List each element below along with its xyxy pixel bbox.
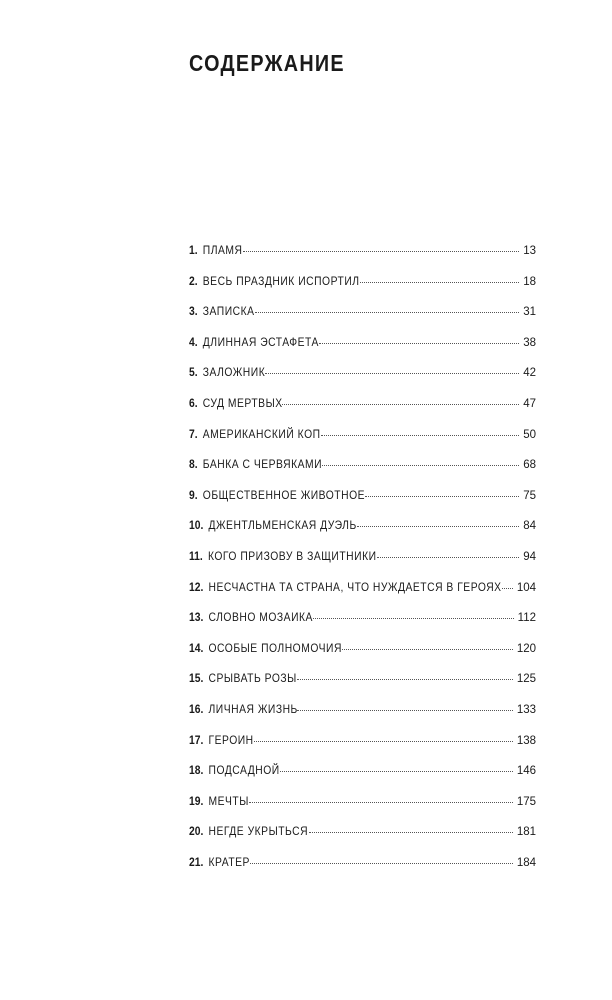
chapter-title: СРЫВАТЬ РОЗЫ — [208, 671, 297, 686]
dot-leader — [297, 679, 513, 680]
page-title: СОДЕРЖАНИЕ — [189, 50, 345, 76]
dot-leader — [365, 496, 520, 497]
toc-entry — [189, 732, 536, 763]
dot-leader — [249, 802, 513, 803]
dot-leader — [255, 312, 519, 313]
chapter-title: ОСОБЫЕ ПОЛНОМОЧИЯ — [208, 640, 342, 655]
dot-leader — [309, 832, 513, 833]
chapter-title: ГЕРОИН — [208, 732, 254, 747]
toc-entry-heading — [189, 426, 321, 442]
chapter-title: ПЛАМЯ — [202, 243, 243, 257]
page-number: 75 — [523, 489, 536, 502]
toc-entry — [189, 273, 536, 304]
dot-leader — [243, 251, 520, 252]
toc-entry — [189, 395, 536, 426]
dot-leader — [322, 465, 519, 466]
toc-entry — [189, 426, 536, 457]
chapter-title: ПОДСАДНОЙ — [208, 763, 280, 778]
toc-entry — [189, 670, 536, 701]
page-number: 50 — [523, 428, 536, 441]
page-number: 68 — [523, 459, 536, 472]
page-number: 112 — [517, 612, 536, 625]
chapter-title: КОГО ПРИЗОВУ В ЗАЩИТНИКИ — [207, 548, 377, 563]
dot-leader — [377, 557, 520, 558]
dot-leader — [313, 618, 514, 619]
page-number: 42 — [523, 367, 536, 380]
chapter-title: НЕСЧАСТНА ТА СТРАНА, ЧТО НУЖДАЕТСЯ В ГЕРОЯХ — [208, 579, 502, 594]
toc-entry-heading — [189, 364, 265, 380]
toc-entry-heading — [189, 242, 242, 258]
chapter-number: 4. — [189, 334, 198, 349]
toc-entry — [189, 364, 536, 395]
toc-entry-heading — [189, 395, 283, 411]
toc-entry — [189, 517, 536, 548]
chapter-title: ВЕСЬ ПРАЗДНИК ИСПОРТИЛ — [202, 273, 360, 288]
page-number: 47 — [523, 397, 536, 410]
dot-leader — [319, 343, 519, 344]
dot-leader — [280, 771, 513, 772]
chapter-title: ЛИЧНАЯ ЖИЗНЬ — [208, 701, 298, 716]
toc-entry — [189, 793, 536, 824]
chapter-number: 10. — [189, 518, 204, 533]
chapter-number: 19. — [189, 793, 204, 808]
toc-entry — [189, 579, 536, 610]
dot-leader — [360, 282, 519, 283]
page-number: 94 — [523, 550, 536, 563]
page-number: 120 — [516, 642, 536, 655]
toc-entry-heading — [189, 732, 254, 748]
toc-entry — [189, 701, 536, 732]
chapter-number: 21. — [189, 854, 204, 869]
page-number: 133 — [516, 703, 536, 716]
chapter-title: АМЕРИКАНСКИЙ КОП — [202, 426, 321, 441]
page-number: 138 — [516, 734, 536, 747]
dot-leader — [297, 710, 512, 711]
toc-entry — [189, 762, 536, 793]
chapter-number: 18. — [189, 763, 204, 778]
chapter-title: ДЛИННАЯ ЭСТАФЕТА — [202, 334, 319, 349]
chapter-title: СУД МЕРТВЫХ — [202, 395, 283, 410]
dot-leader — [321, 435, 520, 436]
page-number: 38 — [523, 336, 536, 349]
page-number: 184 — [516, 856, 536, 869]
chapter-title: СЛОВНО МОЗАИКА — [208, 610, 313, 625]
toc-entry — [189, 640, 536, 671]
dot-leader — [342, 649, 513, 650]
chapter-title: БАНКА С ЧЕРВЯКАМИ — [202, 457, 323, 472]
chapter-title: КРАТЕР — [208, 854, 250, 869]
page-number: 18 — [523, 275, 536, 288]
chapter-number: 9. — [189, 487, 198, 502]
chapter-number: 11. — [189, 548, 203, 563]
chapter-title: НЕГДЕ УКРЫТЬСЯ — [208, 824, 309, 839]
toc-entry-heading — [189, 670, 297, 686]
toc-entry — [189, 334, 536, 365]
toc-entry-heading — [189, 487, 365, 503]
dot-leader — [250, 863, 513, 864]
dot-leader — [282, 404, 519, 405]
chapter-number: 6. — [189, 395, 198, 410]
toc-entry — [189, 823, 536, 854]
dot-leader — [265, 373, 519, 374]
page-number: 125 — [516, 673, 536, 686]
page-number: 104 — [516, 581, 536, 594]
toc-entry-heading — [189, 823, 308, 839]
page-number: 84 — [523, 520, 536, 533]
page-number: 181 — [516, 826, 536, 839]
toc-entry-heading — [189, 793, 249, 809]
toc-entry — [189, 242, 536, 273]
chapter-number: 2. — [189, 273, 198, 288]
page-number: 175 — [516, 795, 536, 808]
toc-entry — [189, 487, 536, 518]
toc-entry-heading — [189, 303, 255, 319]
toc-entry-heading — [189, 640, 342, 656]
chapter-number: 5. — [189, 365, 198, 380]
toc-entry — [189, 609, 536, 640]
toc-entry-heading — [189, 273, 360, 289]
toc-entry-heading — [189, 762, 280, 778]
toc-entry-heading — [189, 701, 298, 717]
chapter-title: ОБЩЕСТВЕННОЕ ЖИВОТНОЕ — [202, 487, 366, 502]
toc-entry-heading — [189, 609, 313, 625]
chapter-number: 20. — [189, 824, 204, 839]
chapter-number: 15. — [189, 671, 204, 686]
chapter-title: ЗАПИСКА — [202, 304, 255, 319]
chapter-number: 16. — [189, 701, 204, 716]
table-of-contents — [189, 242, 536, 884]
toc-entry-heading — [189, 579, 502, 595]
chapter-title: ДЖЕНТЛЬМЕНСКАЯ ДУЭЛЬ — [208, 518, 357, 533]
dot-leader — [357, 526, 519, 527]
chapter-number: 7. — [189, 426, 198, 441]
toc-entry-heading — [189, 854, 250, 870]
toc-entry-heading — [189, 517, 357, 533]
chapter-number: 12. — [189, 579, 204, 594]
toc-entry-heading — [189, 334, 319, 350]
page-number: 146 — [516, 765, 536, 778]
chapter-number: 14. — [189, 640, 204, 655]
chapter-number: 3. — [189, 304, 198, 319]
chapter-number: 17. — [189, 732, 204, 747]
chapter-title: ЗАЛОЖНИК — [202, 365, 266, 380]
toc-entry — [189, 548, 536, 579]
toc-entry-heading — [189, 548, 377, 564]
dot-leader — [254, 741, 513, 742]
toc-entry — [189, 303, 536, 334]
dot-leader — [502, 588, 513, 589]
toc-entry — [189, 456, 536, 487]
toc-entry-heading — [189, 456, 322, 472]
chapter-number: 13. — [189, 610, 204, 625]
chapter-number: 1. — [189, 243, 198, 257]
page-number: 13 — [523, 245, 536, 257]
page-number: 31 — [523, 306, 536, 319]
toc-entry — [189, 854, 536, 885]
chapter-title: МЕЧТЫ — [208, 793, 249, 808]
chapter-number: 8. — [189, 457, 198, 472]
